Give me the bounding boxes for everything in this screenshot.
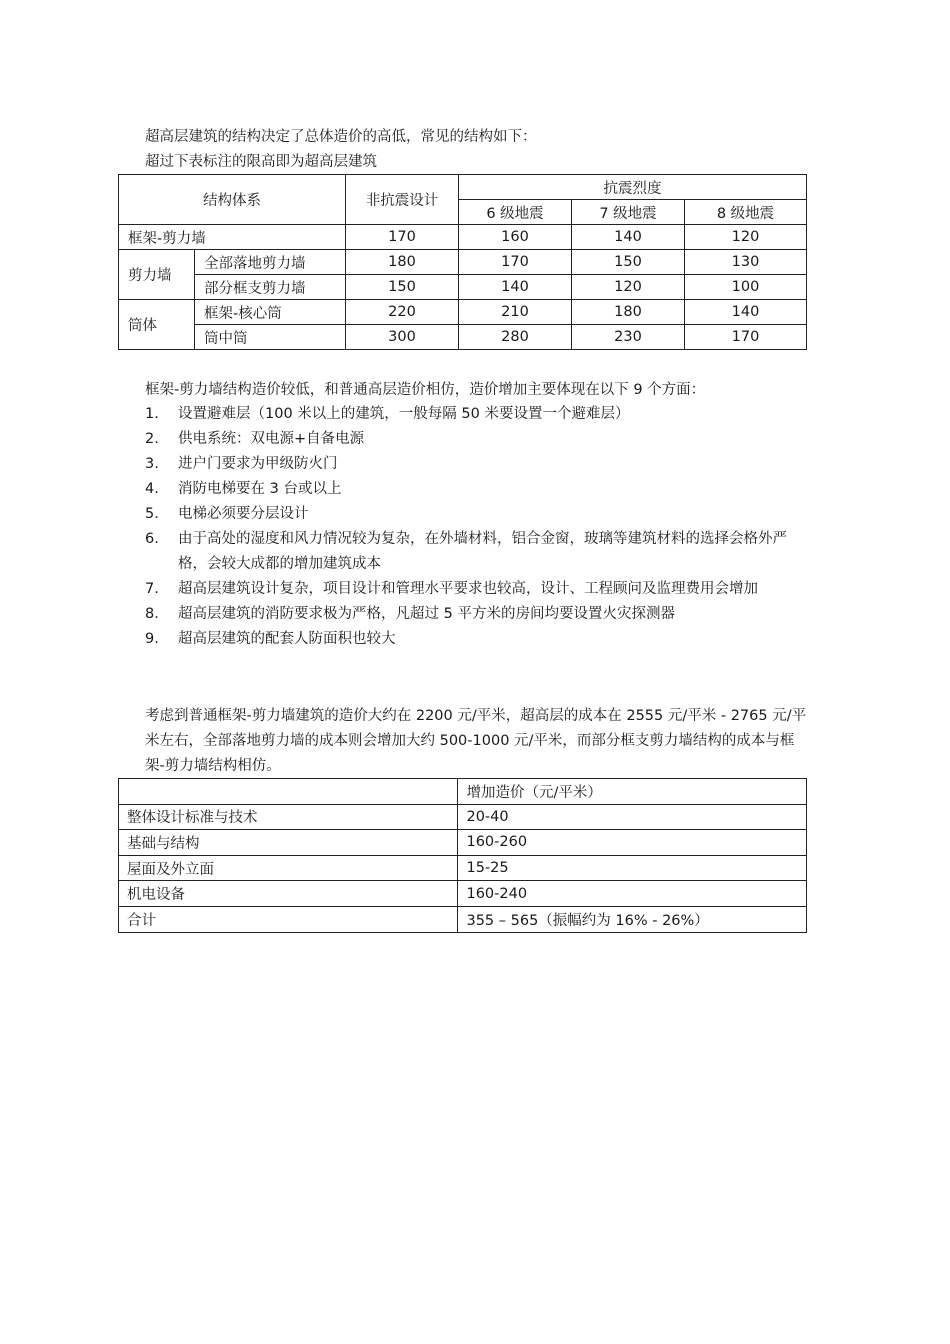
cell-value: 160: [459, 225, 572, 250]
cell-value: 170: [685, 325, 807, 350]
list-item: [145, 502, 810, 527]
header-degree-6: 6 级地震: [459, 200, 572, 225]
row-sub-label: 全部落地剪力墙: [195, 250, 346, 275]
list-number: 7.: [145, 581, 159, 597]
header-seismic-intensity: 抗震烈度: [459, 175, 807, 200]
cost-value: 160-240: [458, 881, 807, 907]
row-structure-label: 框架-剪力墙: [119, 225, 346, 250]
table-row: [119, 300, 807, 325]
cost-value: 15-25: [458, 855, 807, 881]
added-cost-table: [118, 778, 807, 933]
intro-line-2: 超过下表标注的限高即为超高层建筑: [145, 154, 377, 170]
cell-value: 280: [459, 325, 572, 350]
cell-value: 210: [459, 300, 572, 325]
cost-paragraph: 考虑到普通框架-剪力墙建筑的造价大约在 2200 元/平米，超高层的成本在 2555 元/平米 - 2765 元/平米左右，全部落地剪力墙的成本则会增加大约 500-1000 元/平米，而部分框支剪力墙结构的成本与框架-剪力墙结构相仿。: [145, 708, 807, 774]
cell-value: 300: [346, 325, 459, 350]
list-intro: 框架-剪力墙结构造价较低，和普通高层造价相仿，造价增加主要体现在以下 9 个方面：: [145, 382, 706, 398]
list-number: 3.: [145, 456, 159, 472]
cell-value: 230: [572, 325, 685, 350]
cell-value: 120: [572, 275, 685, 300]
table-row: [119, 250, 807, 275]
list-text: 电梯必须要分层设计: [178, 506, 309, 522]
list-item: [145, 627, 810, 652]
header-non-seismic: 非抗震设计: [346, 175, 459, 225]
table-row: [119, 855, 807, 881]
table-row: [119, 830, 807, 856]
row-sub-label: 筒中筒: [195, 325, 346, 350]
cell-value: 170: [346, 225, 459, 250]
cell-value: 140: [459, 275, 572, 300]
list-item: [145, 452, 810, 477]
header-blank: [119, 779, 458, 805]
list-item: [145, 577, 810, 602]
cell-value: 120: [685, 225, 807, 250]
list-number: 4.: [145, 481, 159, 497]
list-text: 由于高处的湿度和风力情况较为复杂，在外墙材料，铝合金窗，玻璃等建筑材料的选择会格外严格，会较大成都的增加建筑成本: [178, 531, 787, 572]
cost-value: 20-40: [458, 804, 807, 830]
cell-value: 150: [346, 275, 459, 300]
cell-value: 180: [572, 300, 685, 325]
height-limit-table: [118, 174, 807, 350]
list-item: [145, 602, 810, 627]
header-added-cost: 增加造价（元/平米）: [458, 779, 807, 805]
list-item: [145, 527, 810, 577]
list-text: 超高层建筑的消防要求极为严格，凡超过 5 平方米的房间均要设置火灾探测器: [178, 606, 675, 622]
cost-item: 合计: [119, 906, 458, 932]
cell-value: 130: [685, 250, 807, 275]
cell-value: 220: [346, 300, 459, 325]
cost-item: 机电设备: [119, 881, 458, 907]
list-text: 超高层建筑设计复杂，项目设计和管理水平要求也较高，设计、工程顾问及监理费用会增加: [178, 581, 758, 597]
cell-value: 180: [346, 250, 459, 275]
table-row: [119, 804, 807, 830]
cost-item: 基础与结构: [119, 830, 458, 856]
header-structure-system: 结构体系: [119, 175, 346, 225]
list-item: [145, 477, 810, 502]
header-degree-7: 7 级地震: [572, 200, 685, 225]
row-sub-label: 框架-核心筒: [195, 300, 346, 325]
list-text: 进户门要求为甲级防火门: [178, 456, 338, 472]
table-row: [119, 881, 807, 907]
cost-value: 355 – 565（振幅约为 16% - 26%）: [458, 906, 807, 932]
cell-value: 140: [572, 225, 685, 250]
list-number: 8.: [145, 606, 159, 622]
cell-value: 150: [572, 250, 685, 275]
list-text: 消防电梯要在 3 台或以上: [178, 481, 342, 497]
row-group-label: 筒体: [119, 300, 195, 350]
cell-value: 170: [459, 250, 572, 275]
list-number: 2.: [145, 431, 159, 447]
table-row: [119, 275, 807, 300]
row-group-label: 剪力墙: [119, 250, 195, 300]
header-degree-8: 8 级地震: [685, 200, 807, 225]
cell-value: 140: [685, 300, 807, 325]
cost-factor-list: [145, 402, 810, 652]
list-number: 9.: [145, 631, 159, 647]
cost-value: 160-260: [458, 830, 807, 856]
cost-item: 屋面及外立面: [119, 855, 458, 881]
table-row: [119, 906, 807, 932]
cell-value: 100: [685, 275, 807, 300]
intro-line-1: 超高层建筑的结构决定了总体造价的高低，常见的结构如下：: [145, 129, 537, 145]
list-item: [145, 402, 810, 427]
cost-item: 整体设计标准与技术: [119, 804, 458, 830]
list-number: 6.: [145, 531, 159, 547]
list-item: [145, 427, 810, 452]
list-number: 1.: [145, 406, 159, 422]
row-sub-label: 部分框支剪力墙: [195, 275, 346, 300]
table-row: [119, 225, 807, 250]
list-text: 设置避难层（100 米以上的建筑，一般每隔 50 米要设置一个避难层）: [178, 406, 630, 422]
table-row: [119, 325, 807, 350]
list-number: 5.: [145, 506, 159, 522]
list-text: 超高层建筑的配套人防面积也较大: [178, 631, 396, 647]
list-text: 供电系统：双电源+自备电源: [178, 431, 365, 447]
